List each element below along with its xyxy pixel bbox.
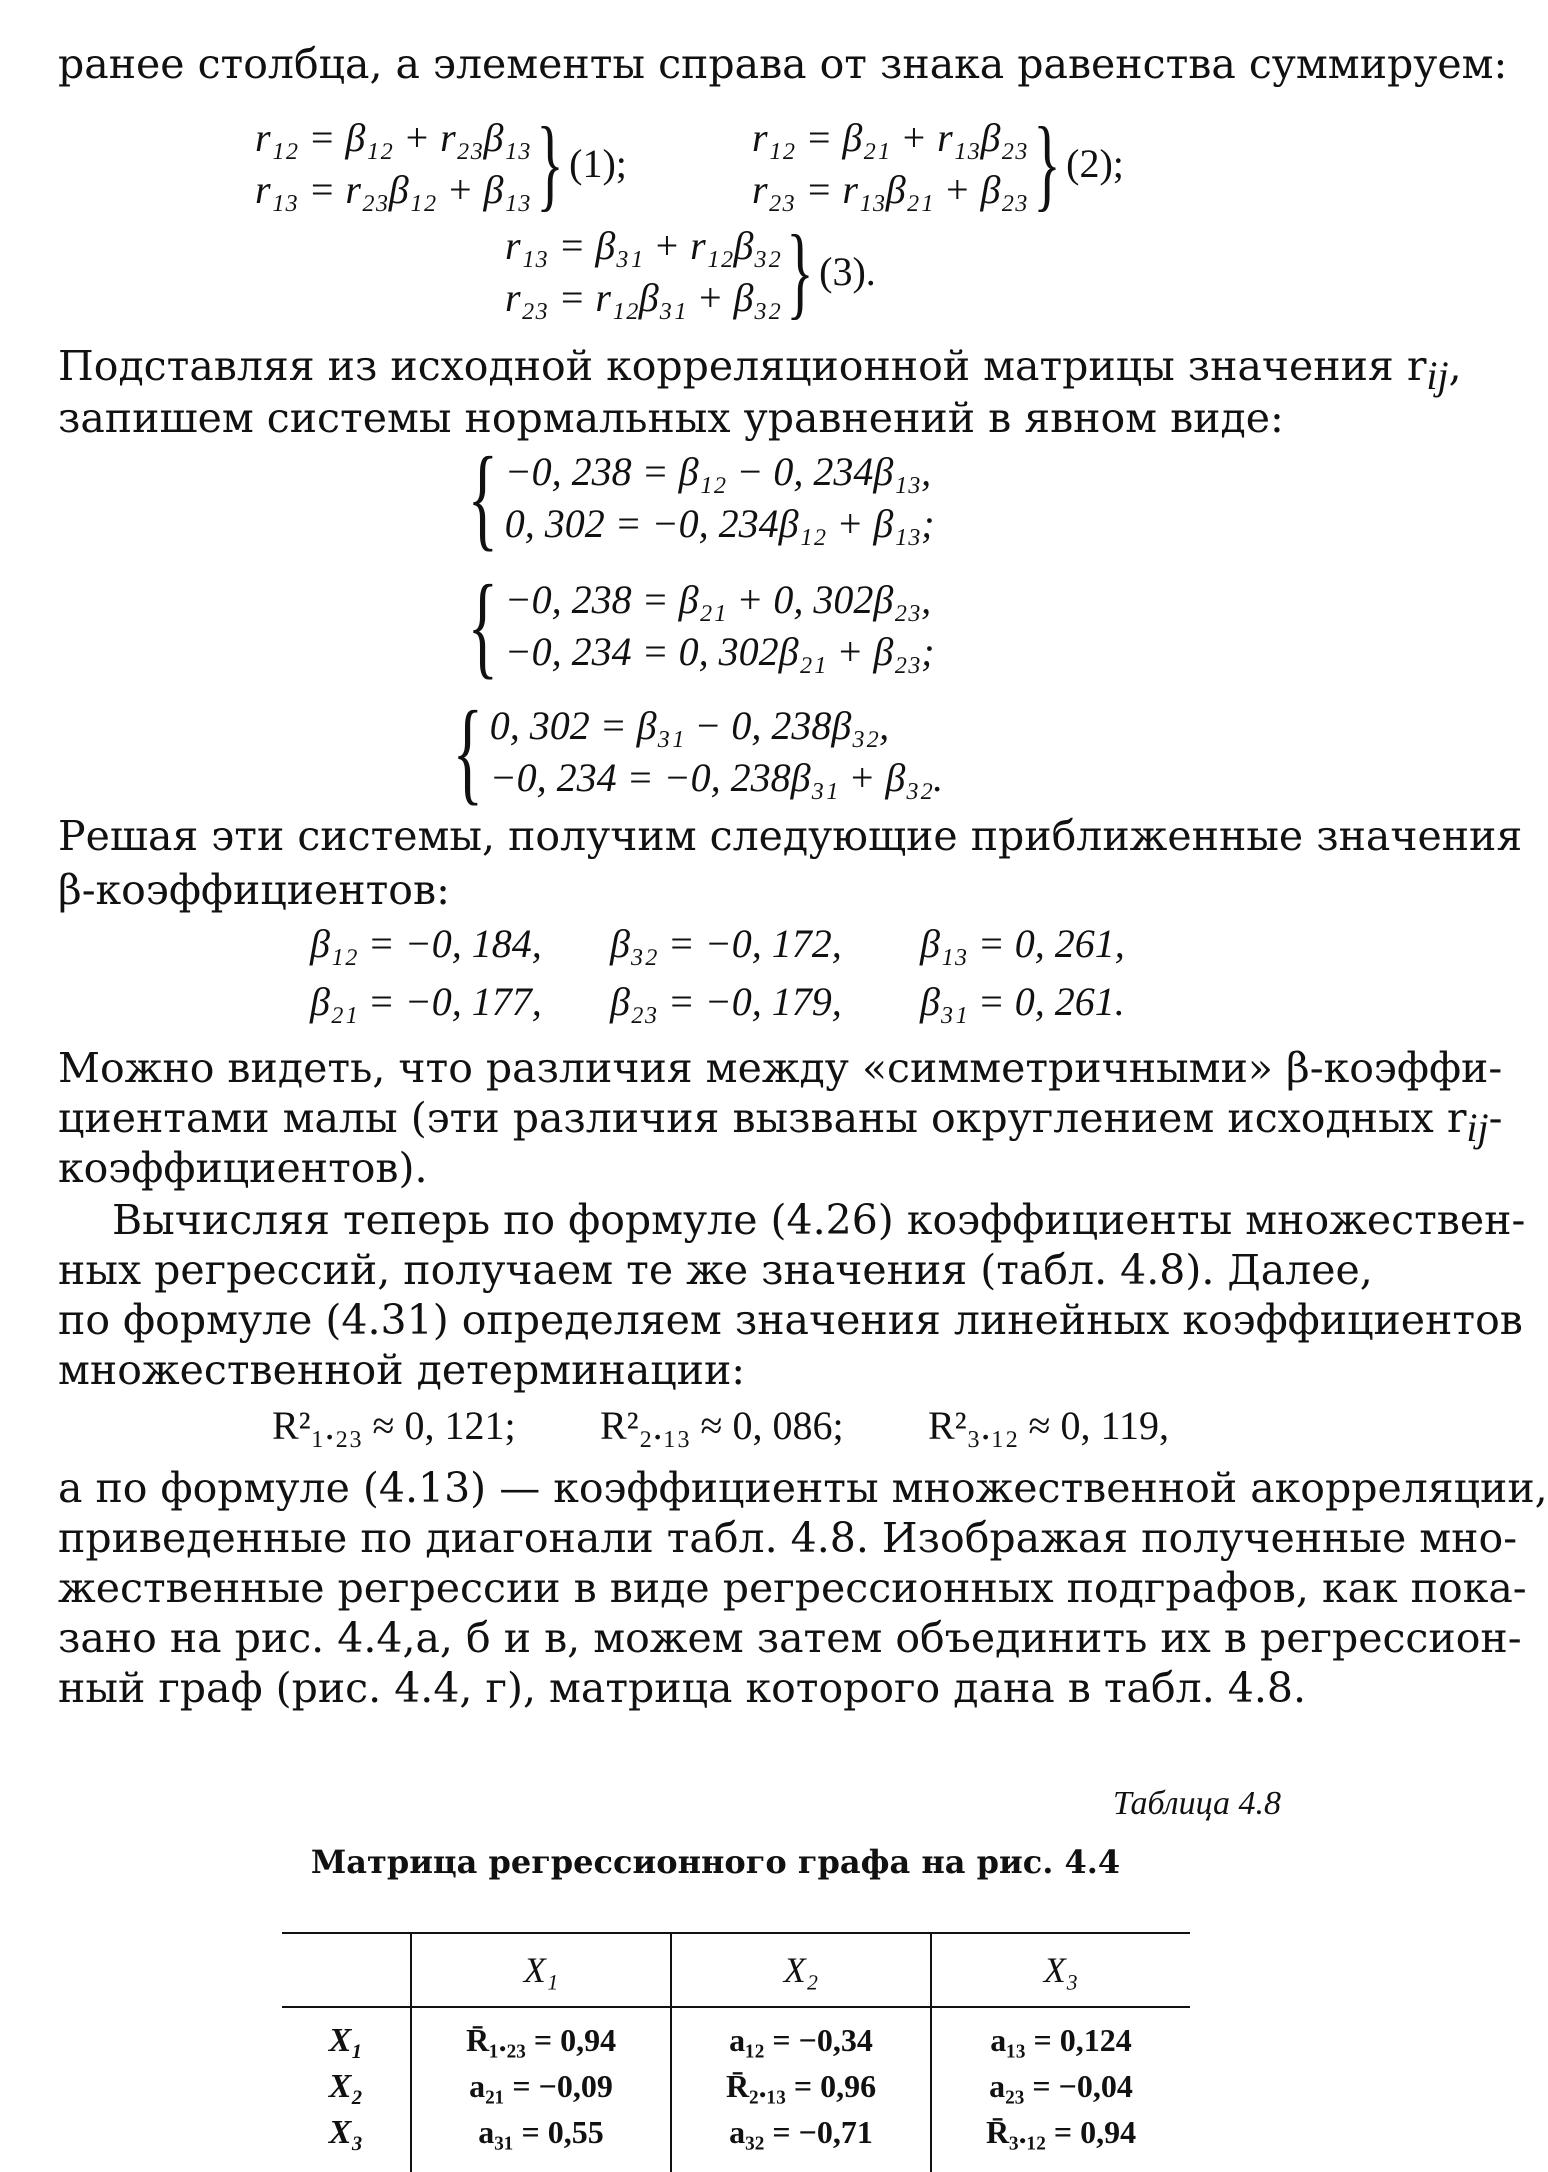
- paragraph-line: зано на рис. 4.4,а, б и в, можем затем объединить их в регрессион-: [58, 1614, 1522, 1662]
- equation: r₂₃ = r₁₃β₂₁ + β₂₃: [752, 167, 1029, 212]
- column-header: X₁: [411, 1933, 671, 2007]
- text-span: циентами малы (эти различия вызваны округлением исходных r: [58, 1094, 1467, 1142]
- equation-tag: (2);: [1066, 141, 1124, 186]
- equation-tag: (3).: [819, 249, 876, 294]
- numeric-system-1: [455, 434, 935, 562]
- table-row: [282, 2007, 1190, 2064]
- equation-system-3: [505, 214, 876, 329]
- equation-system-2: [752, 106, 1124, 221]
- column-header: X₂: [671, 1933, 931, 2007]
- paragraph-line: жественные регрессии в виде регрессионных подграфов, как пока-: [58, 1564, 1527, 1612]
- beta-value: β₂₃ = −0, 179,: [610, 979, 842, 1024]
- text-span: ,: [1448, 342, 1462, 390]
- table-cell: a₂₃ = −0,04: [931, 2064, 1190, 2110]
- numeric-system-3: [440, 688, 944, 816]
- determination-row: [272, 1400, 1169, 1452]
- table-cell: R̄₁.₂₃ = 0,94: [411, 2007, 671, 2064]
- beta-row-2: [310, 976, 1125, 1028]
- table-cell: a₁₃ = 0,124: [931, 2007, 1190, 2064]
- determination-value: R²₃.₁₂ ≈ 0, 119,: [928, 1403, 1169, 1448]
- equation: 0, 302 = −0, 234β₁₂ + β₁₃;: [504, 501, 935, 546]
- table-row: [282, 2110, 1190, 2172]
- paragraph-line: ный граф (рис. 4.4, г), матрица которого дана в табл. 4.8.: [58, 1664, 1307, 1712]
- beta-value: β₁₂ = −0, 184,: [310, 921, 542, 966]
- text-span: -: [1488, 1094, 1503, 1142]
- beta-value: β₃₂ = −0, 172,: [610, 921, 842, 966]
- right-brace: }: [786, 214, 814, 329]
- beta-value: β₃₁ = 0, 261.: [920, 979, 1125, 1024]
- table-title: Матрица регрессионного графа на рис. 4.4: [310, 1843, 1121, 1881]
- equation: r₁₂ = β₁₂ + r₂₃β₁₃: [255, 115, 532, 160]
- beta-value: β₂₁ = −0, 177,: [310, 979, 542, 1024]
- paragraph-line: запишем системы нормальных уравнений в явном виде:: [58, 394, 1284, 442]
- row-header: X₃: [328, 2113, 364, 2151]
- left-brace: {: [452, 688, 484, 816]
- equation: r₂₃ = r₁₂β₃₁ + β₃₂: [505, 275, 782, 320]
- paragraph-line: β-коэффициентов:: [58, 866, 450, 914]
- paragraph-line: приведенные по диагонали табл. 4.8. Изображая полученные мно-: [58, 1514, 1518, 1562]
- equation: r₁₂ = β₂₁ + r₁₃β₂₃: [752, 115, 1029, 160]
- equation: −0, 238 = β₁₂ − 0, 234β₁₃,: [504, 449, 932, 494]
- subscript: ij: [1426, 353, 1449, 399]
- equation: −0, 234 = 0, 302β₂₁ + β₂₃;: [504, 629, 935, 674]
- beta-value: β₁₃ = 0, 261,: [920, 921, 1125, 966]
- table-cell: R̄₂.₁₃ = 0,96: [671, 2064, 931, 2110]
- paragraph-line: Вычисляя теперь по формуле (4.26) коэффициенты множествен-: [112, 1196, 1526, 1244]
- paragraph-line: Решая эти системы, получим следующие приближенные значения: [58, 812, 1523, 860]
- table-cell: a₃₂ = −0,71: [671, 2110, 931, 2172]
- paragraph-line: по формуле (4.31) определяем значения линейных коэффициентов: [58, 1296, 1523, 1344]
- table-cell: a₂₁ = −0,09: [411, 2064, 671, 2110]
- regression-matrix-table: [282, 1932, 1190, 2172]
- right-brace: }: [1033, 106, 1061, 221]
- equation-system-1: [255, 106, 627, 221]
- left-brace: {: [467, 434, 499, 562]
- table-number: Таблица 4.8: [1112, 1785, 1281, 1822]
- equation: −0, 234 = −0, 238β₃₁ + β₃₂.: [489, 755, 944, 800]
- table-row: [282, 2064, 1190, 2110]
- right-brace: }: [536, 106, 564, 221]
- numeric-system-2: [455, 562, 935, 690]
- paragraph-line: множественной детерминации:: [58, 1346, 746, 1394]
- determination-value: R²₂.₁₃ ≈ 0, 086;: [600, 1403, 844, 1448]
- paragraph-line: коэффициентов).: [58, 1144, 428, 1192]
- row-header: X₂: [328, 2067, 364, 2105]
- row-header: X₁: [328, 2021, 364, 2059]
- equation-tag: (1);: [569, 141, 627, 186]
- column-header: [282, 1933, 411, 2007]
- equation: r₁₃ = β₃₁ + r₁₂β₃₂: [505, 223, 782, 268]
- column-header: X₃: [931, 1933, 1190, 2007]
- paragraph-line: Можно видеть, что различия между «симметричными» β-коэффи-: [58, 1044, 1503, 1092]
- left-brace: {: [467, 562, 499, 690]
- intro-line: ранее столбца, а элементы справа от знака равенства суммируем:: [58, 40, 1508, 88]
- table-header-row: [282, 1933, 1190, 2007]
- subscript: ij: [1466, 1105, 1489, 1151]
- paragraph-line: ных регрессий, получаем те же значения (табл. 4.8). Далее,: [58, 1246, 1373, 1294]
- table-cell: a₁₂ = −0,34: [671, 2007, 931, 2064]
- equation: 0, 302 = β₃₁ − 0, 238β₃₂,: [489, 703, 890, 748]
- equation: r₁₃ = r₂₃β₁₂ + β₁₃: [255, 167, 532, 212]
- paragraph-line: а по формуле (4.13) — коэффициенты множественной акорреляции,: [58, 1464, 1548, 1512]
- determination-value: R²₁.₂₃ ≈ 0, 121;: [272, 1403, 516, 1448]
- table-cell: R̄₃.₁₂ = 0,94: [931, 2110, 1190, 2172]
- text-span: Подставляя из исходной корреляционной матрицы значения r: [58, 342, 1427, 390]
- table-cell: a₃₁ = 0,55: [411, 2110, 671, 2172]
- equation: −0, 238 = β₂₁ + 0, 302β₂₃,: [504, 577, 932, 622]
- beta-row-1: [310, 918, 1125, 970]
